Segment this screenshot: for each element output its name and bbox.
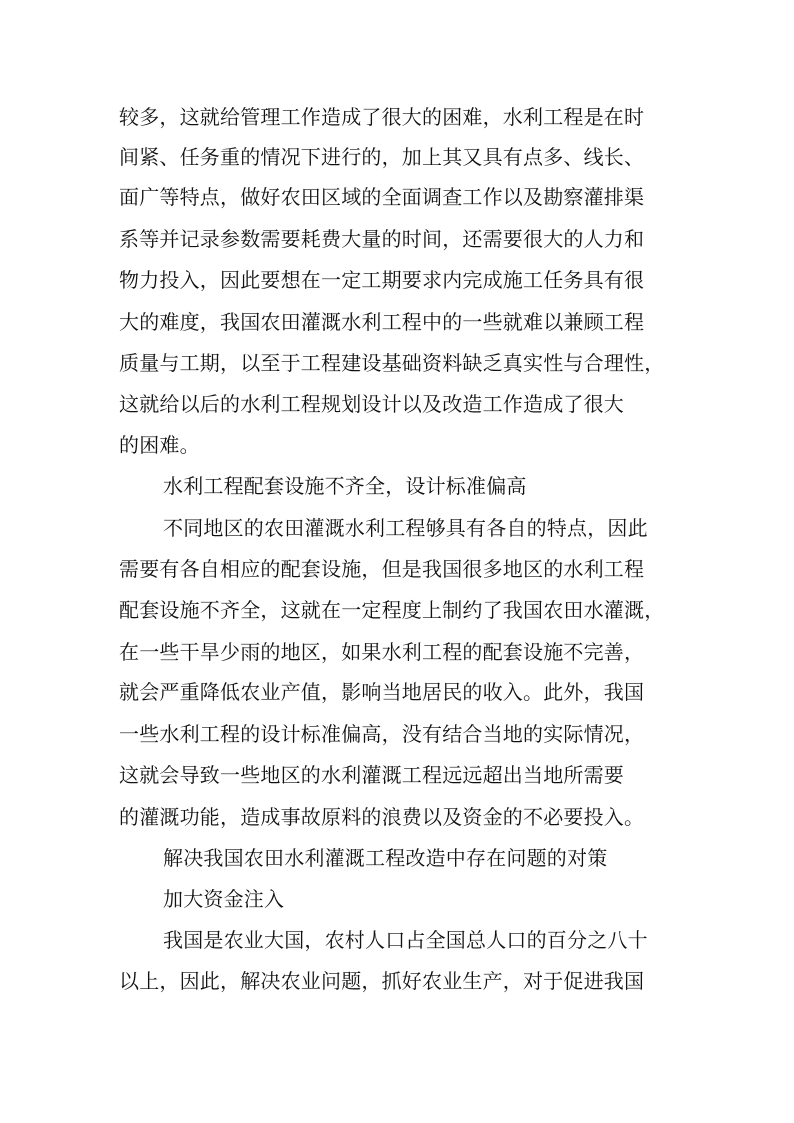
text-line: 这就给以后的水利工程规划设计以及改造工作造成了很大 — [119, 392, 624, 416]
text-line: 大的难度，我国农田灌溉水利工程中的一些就难以兼顾工程 — [119, 310, 645, 334]
text-line: 面广等特点，做好农田区域的全面调查工作以及勘察灌排渠 — [119, 185, 645, 209]
text-line: 间紧、任务重的情况下进行的，加上其又具有点多、线长、 — [119, 145, 645, 169]
text-line: 的灌溉功能，造成事故原料的浪费以及资金的不必要投入。 — [119, 805, 645, 829]
text-line: 需要有各自相应的配套设施，但是我国很多地区的水利工程 — [119, 557, 645, 581]
text-line: 物力投入，因此要想在一定工期要求内完成施工任务具有很 — [119, 268, 645, 292]
text-line: 较多，这就给管理工作造成了很大的困难，水利工程是在时 — [119, 105, 645, 129]
text-line: 在一些干旱少雨的地区，如果水利工程的配套设施不完善， — [119, 640, 645, 664]
paragraph-first-line: 不同地区的农田灌溉水利工程够具有各自的特点，因此 — [163, 516, 648, 540]
text-line: 这就会导致一些地区的水利灌溉工程远远超出当地所需要 — [119, 763, 624, 787]
text-line: 配套设施不齐全，这就在一定程度上制约了我国农田水灌溉， — [119, 598, 665, 622]
text-line: 的困难。 — [119, 433, 200, 457]
text-line: 以上，因此，解决农业问题，抓好农业生产，对于促进我国 — [119, 969, 645, 993]
subsection-heading: 加大资金注入 — [163, 887, 285, 911]
text-line: 系等并记录参数需要耗费大量的时间，还需要很大的人力和 — [119, 227, 645, 251]
section-heading: 解决我国农田水利灌溉工程改造中存在问题的对策 — [163, 846, 608, 870]
text-line: 就会严重降低农业产值，影响当地居民的收入。此外，我国 — [119, 680, 645, 704]
section-heading: 水利工程配套设施不齐全，设计标准偏高 — [163, 474, 527, 498]
paragraph-first-line: 我国是农业大国，农村人口占全国总人口的百分之八十 — [163, 928, 648, 952]
text-line: 一些水利工程的设计标准偏高，没有结合当地的实际情况， — [119, 722, 645, 746]
text-line: 质量与工期，以至于工程建设基础资料缺乏真实性与合理性， — [119, 351, 665, 375]
